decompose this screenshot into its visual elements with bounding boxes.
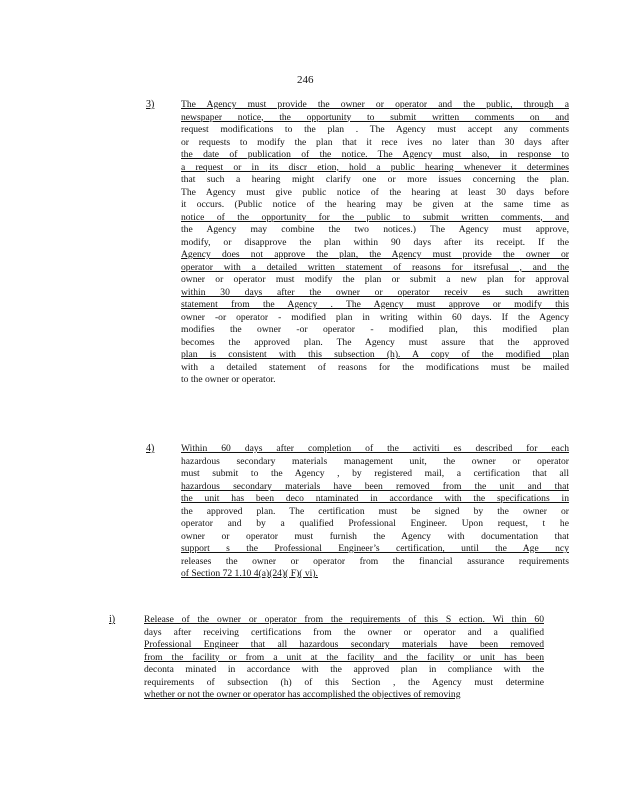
text-line: newspaper notice, the opportunity to submit written comments on and	[181, 111, 569, 123]
item-label: 3)	[146, 99, 155, 110]
item-label: 4)	[146, 443, 155, 454]
text-line: operator with a detailed written statement of reasons for itsrefusal , and the	[181, 261, 569, 273]
text-line: notice of the opportunity for the public to submit written comments, and	[181, 211, 569, 223]
item-body	[144, 614, 544, 702]
text-line: The Agency must provide the owner or operator and the public, through a	[181, 99, 569, 110]
text-line: requirements of subsection (h) of this Section , the Agency must determine	[144, 676, 544, 688]
text-line: must submit to the Agency , by registered mail, a certification that all	[181, 468, 569, 479]
page-number: 246	[297, 74, 314, 86]
text-line: the date of publication of the notice. The Agency must also, in response to	[181, 149, 569, 160]
text-line: becomes the approved plan. The Agency must assure that the approved	[181, 336, 569, 348]
item-body	[181, 443, 569, 581]
text-line: owner -or operator - modified plan in writing within 60 days. If the Agency	[181, 311, 569, 323]
text-line: within 30 days after the owner or operator receiv es such awritten	[181, 286, 569, 298]
text-line: owner or operator must furnish the Agency with documentation that	[181, 530, 569, 542]
text-line: the unit has been deco ntaminated in accordance with the specifications in	[181, 493, 569, 504]
text-line: Release of the owner or operator from the requirements of this S ection. Wi thin 60	[144, 614, 544, 625]
text-line: hazardous secondary materials have been removed from the unit and that	[181, 480, 569, 492]
text-line: it occurs. (Public notice of the hearing may be given at the same time as	[181, 199, 569, 210]
text-line: the Agency may combine the two notices.) The Agency must approve,	[181, 224, 569, 235]
text-line: Agency does not approve the plan, the Agency must provide the owner or	[181, 249, 569, 260]
text-line: to the owner or operator.	[181, 374, 276, 385]
text-line: of Section 72 1.10 4(a)(24)( F)( vi).	[181, 568, 318, 579]
text-line: that such a hearing might clarify one or more issues concerning the plan.	[181, 174, 569, 185]
text-line: a request or in its discr etion, hold a public hearing whenever it determines	[181, 161, 569, 173]
text-line: deconta minated in accordance with the approved plan in compliance with the	[144, 664, 544, 675]
text-line: owner or operator must modify the plan or submit a new plan for approval	[181, 274, 569, 285]
text-line: or requests to modify the plan that it rece ives no later than 30 days after	[181, 136, 569, 148]
item-label: i)	[109, 614, 116, 625]
text-line: hazardous secondary materials management unit, the owner or operator	[181, 455, 569, 467]
text-line: modifies the owner -or operator - modified plan, this modified plan	[181, 324, 569, 335]
text-line: releases the owner or operator from the financial assurance requirements	[181, 555, 569, 567]
text-line: The Agency must give public notice of the hearing at least 30 days before	[181, 186, 569, 198]
text-line: modify, or disapprove the plan within 90 days after its receipt. If the	[181, 236, 569, 248]
text-line: whether or not the owner or operator has accomplished the objectives of removing	[144, 689, 461, 700]
text-line: days after receiving certifications from the owner or operator and a qualified	[144, 626, 544, 638]
text-line: operator and by a qualified Professional Engineer. Upon request, t he	[181, 518, 569, 529]
text-line: request modifications to the plan . The Agency must accept any comments	[181, 124, 569, 135]
text-line: support s the Professional Engineer’s certification, until the Age ncy	[181, 543, 569, 554]
text-line: Professional Engineer that all hazardous secondary materials have been removed	[144, 639, 544, 650]
text-line: with a detailed statement of reasons for the modifications must be mailed	[181, 361, 569, 373]
text-line: from the facility or from a unit at the facility and the facility or unit has been	[144, 651, 544, 663]
text-line: plan is consistent with this subsection (h). A copy of the modified plan	[181, 349, 569, 360]
text-line: statement from the Agency . The Agency must approve or modify this	[181, 299, 569, 310]
text-line: the approved plan. The certification must be signed by the owner or	[181, 505, 569, 517]
item-body	[181, 99, 569, 387]
text-line: Within 60 days after completion of the activiti es described for each	[181, 443, 569, 454]
